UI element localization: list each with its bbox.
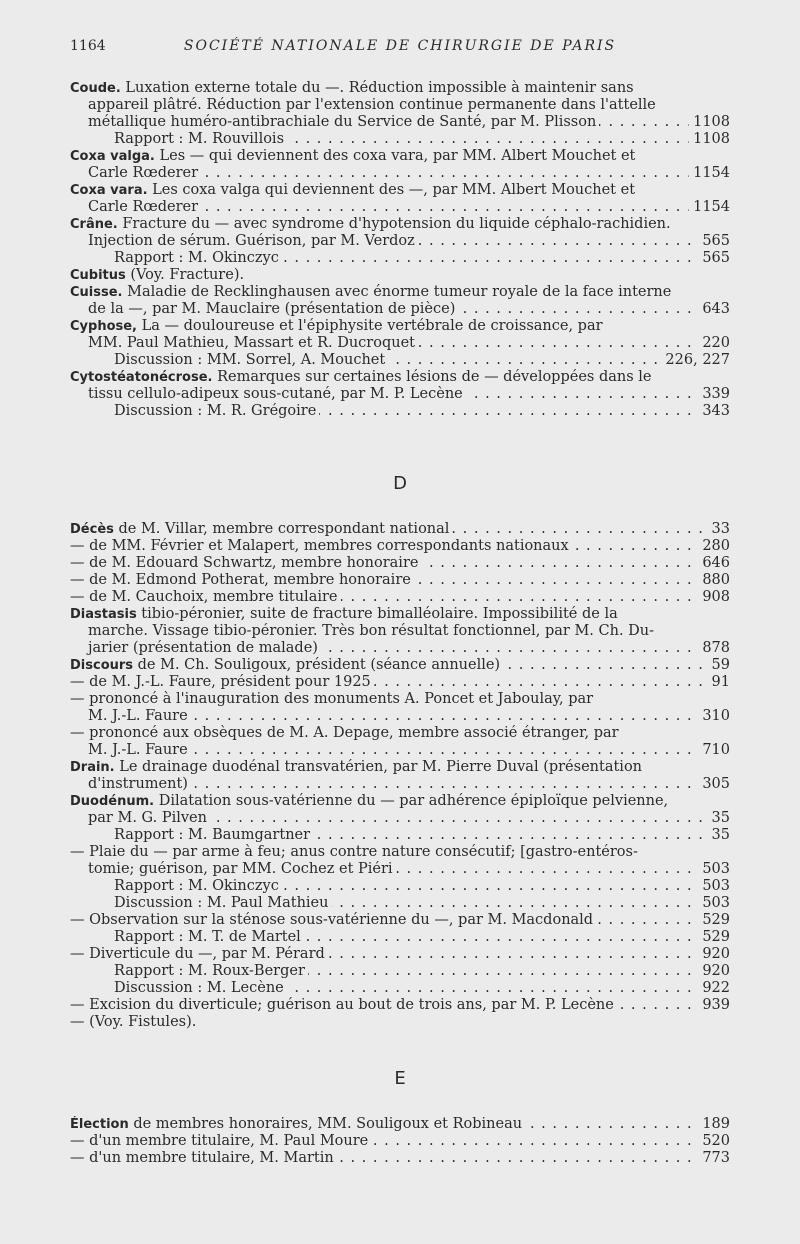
index-term: Crâne. xyxy=(70,217,118,232)
page-reference: 773 xyxy=(698,1150,730,1167)
entry-text: Les coxa valga qui deviennent des —, par MM. Albert Mouchet et xyxy=(147,182,636,198)
entry-text: Dilatation sous-vatérienne du — par adhérence épiploïque pelvienne, xyxy=(154,793,669,809)
index-entry-line xyxy=(70,318,730,335)
index-entry-line xyxy=(70,759,730,776)
page-reference: 310 xyxy=(698,708,730,725)
entry-text: par M. G. Pilven xyxy=(88,810,207,826)
section-letter-d: D xyxy=(393,473,407,494)
page-reference: 339 xyxy=(698,386,730,403)
index-entry-line xyxy=(70,776,730,793)
index-section-e xyxy=(70,1116,730,1167)
page-reference: 1154 xyxy=(689,199,730,216)
page-reference: 920 xyxy=(698,963,730,980)
page-reference: 529 xyxy=(698,912,730,929)
page-reference: 220 xyxy=(698,335,730,352)
entry-text: Rapport : M. Rouvillois xyxy=(114,131,285,147)
entry-text: tomie; guérison, par MM. Cochez et Piéri xyxy=(88,861,393,877)
entry-text: Maladie de Recklinghausen avec énorme tumeur royale de la face interne xyxy=(122,284,672,300)
entry-text: — d'un membre titulaire, M. Martin xyxy=(70,1150,334,1166)
entry-text: tissu cellulo-adipeux sous-cutané, par M. P. Lecène xyxy=(88,386,463,402)
index-term: Cyphose, xyxy=(70,319,137,334)
entry-text: — de MM. Février et Malapert, membres correspondants nationaux xyxy=(70,538,569,554)
entry-text: — de M. Edmond Potherat, membre honoraire xyxy=(70,572,411,588)
index-entry-line xyxy=(70,674,730,691)
page-reference: 565 xyxy=(698,233,730,250)
index-entry-line xyxy=(70,97,730,114)
entry-text: Remarques sur certaines lésions de — développées dans le xyxy=(212,369,652,385)
entry-text: tibio-péronier, suite de fracture bimalléolaire. Impossibilité de la xyxy=(136,606,618,622)
page-reference: 35 xyxy=(708,827,730,844)
index-entry-line xyxy=(70,708,730,725)
index-entry-line xyxy=(70,165,730,182)
index-entry-line xyxy=(70,623,730,640)
index-term: Coxa valga. xyxy=(70,149,155,164)
index-entry-line xyxy=(70,555,730,572)
entry-text: Luxation externe totale du —. Réduction impossible à maintenir sans xyxy=(120,80,634,96)
index-entry-line xyxy=(70,861,730,878)
index-term: Duodénum. xyxy=(70,794,155,809)
entry-text: Rapport : M. Roux-Berger xyxy=(114,963,305,979)
entry-text: (Voy. Fracture). xyxy=(125,267,245,283)
page-reference: 565 xyxy=(698,250,730,267)
entry-text: Les — qui deviennent des coxa vara, par MM. Albert Mouchet et xyxy=(154,148,636,164)
page-reference: 520 xyxy=(698,1133,730,1150)
index-entry-line xyxy=(70,725,730,742)
index-entry-line xyxy=(70,980,730,997)
entry-text: — Plaie du — par arme à feu; anus contre nature consécutif; [gastro-entéros- xyxy=(70,844,638,860)
section-letter-e: E xyxy=(394,1068,406,1089)
entry-text: Rapport : M. Baumgartner xyxy=(114,827,311,843)
index-entry-line xyxy=(70,538,730,555)
page-reference: 305 xyxy=(698,776,730,793)
index-term: Cuisse. xyxy=(70,285,123,300)
index-term: Diastasis xyxy=(70,607,137,622)
index-entry-line xyxy=(70,946,730,963)
page-reference: 922 xyxy=(698,980,730,997)
entry-text: appareil plâtré. Réduction par l'extension continue permanente dans l'attelle xyxy=(88,97,656,113)
index-entry-line xyxy=(70,114,730,131)
page-reference: 646 xyxy=(698,555,730,572)
page-reference: 226, 227 xyxy=(661,352,730,369)
entry-text: de membres honoraires, MM. Souligoux et Robineau xyxy=(128,1116,523,1132)
entry-text: jarier (présentation de malade) xyxy=(88,640,318,656)
index-entry-line xyxy=(70,742,730,759)
index-term: Élection xyxy=(70,1117,129,1132)
entry-text: Fracture du — avec syndrome d'hypotension du liquide céphalo-rachidien. xyxy=(117,216,671,232)
index-entry-line xyxy=(70,233,730,250)
index-entry-line xyxy=(70,793,730,810)
index-entry-line xyxy=(70,1014,730,1031)
index-term: Drain. xyxy=(70,760,115,775)
entry-text: marche. Vissage tibio-péronier. Très bon résultat fonctionnel, par M. Ch. Du- xyxy=(88,623,655,639)
entry-text: de la —, par M. Mauclaire (présentation de pièce) xyxy=(88,301,456,317)
index-section-c xyxy=(70,80,730,420)
index-entry-line xyxy=(70,895,730,912)
entry-text: de M. Ch. Souligoux, président (séance annuelle) xyxy=(133,657,501,673)
entry-text: M. J.-L. Faure xyxy=(88,742,188,758)
index-entry-line xyxy=(70,963,730,980)
entry-text: MM. Paul Mathieu, Massart et R. Ducroquet xyxy=(88,335,415,351)
page-reference: 280 xyxy=(698,538,730,555)
page-reference: 880 xyxy=(698,572,730,589)
index-entry-line xyxy=(70,878,730,895)
index-entry-line xyxy=(70,148,730,165)
index-entry-line xyxy=(70,657,730,674)
page-reference: 1108 xyxy=(689,114,730,131)
index-entry-line xyxy=(70,80,730,97)
index-entry-line xyxy=(70,997,730,1014)
page-header xyxy=(70,38,730,58)
index-entry-line xyxy=(70,691,730,708)
index-entry-line xyxy=(70,267,730,284)
entry-text: de M. Villar, membre correspondant national xyxy=(113,521,450,537)
index-entry-line xyxy=(70,1133,730,1150)
entry-text: Carle Rœderer xyxy=(88,165,199,181)
page-reference: 503 xyxy=(698,878,730,895)
index-entry-line xyxy=(70,827,730,844)
index-term: Cubitus xyxy=(70,268,126,283)
page-reference: 189 xyxy=(698,1116,730,1133)
page-reference: 939 xyxy=(698,997,730,1014)
index-entry-line xyxy=(70,131,730,148)
index-entry-line xyxy=(70,1116,730,1133)
index-entry-line xyxy=(70,521,730,538)
index-term: Cytostéatonécrose. xyxy=(70,370,213,385)
index-term: Coxa vara. xyxy=(70,183,148,198)
page-reference: 878 xyxy=(698,640,730,657)
page-reference: 59 xyxy=(708,657,730,674)
entry-text: — de M. Edouard Schwartz, membre honoraire xyxy=(70,555,419,571)
page-reference: 529 xyxy=(698,929,730,946)
entry-text: — (Voy. Fistules). xyxy=(70,1014,197,1030)
page-reference: 35 xyxy=(708,810,730,827)
entry-text: métallique huméro-antibrachiale du Service de Santé, par M. Plisson xyxy=(88,114,597,130)
index-entry-line xyxy=(70,572,730,589)
entry-text: Discussion : M. Lecène xyxy=(114,980,284,996)
entry-text: Rapport : M. T. de Martel xyxy=(114,929,301,945)
index-entry-line xyxy=(70,403,730,420)
entry-text: Rapport : M. Okinczyc xyxy=(114,878,279,894)
page-reference: 343 xyxy=(698,403,730,420)
index-entry-line xyxy=(70,1150,730,1167)
entry-text: — Diverticule du —, par M. Pérard xyxy=(70,946,325,962)
entry-text: — prononcé aux obsèques de M. A. Depage, membre associé étranger, par xyxy=(70,725,619,741)
index-entry-line xyxy=(70,810,730,827)
page-reference: 710 xyxy=(698,742,730,759)
page-number: 1164 xyxy=(70,38,106,54)
index-entry-line xyxy=(70,199,730,216)
page-reference: 1108 xyxy=(689,131,730,148)
page-reference: 908 xyxy=(698,589,730,606)
entry-text: — de M. Cauchoix, membre titulaire xyxy=(70,589,338,605)
entry-text: d'instrument) xyxy=(88,776,188,792)
running-title: SOCIÉTÉ NATIONALE DE CHIRURGIE DE PARIS xyxy=(183,38,617,54)
entry-text: Le drainage duodénal transvatérien, par M. Pierre Duval (présentation xyxy=(114,759,643,775)
index-entry-line xyxy=(70,352,730,369)
page-reference: 920 xyxy=(698,946,730,963)
entry-text: Discussion : M. R. Grégoire xyxy=(114,403,317,419)
entry-text: Discussion : M. Paul Mathieu xyxy=(114,895,329,911)
page-reference: 1154 xyxy=(689,165,730,182)
entry-text: — prononcé à l'inauguration des monuments A. Poncet et Jaboulay, par xyxy=(70,691,594,707)
page-reference: 91 xyxy=(708,674,730,691)
index-term: Décès xyxy=(70,522,114,537)
index-term: Coude. xyxy=(70,81,121,96)
entry-text: Injection de sérum. Guérison, par M. Verdoz xyxy=(88,233,415,249)
entry-text: La — douloureuse et l'épiphysite vertébrale de croissance, par xyxy=(137,318,603,334)
entry-text: — de M. J.-L. Faure, président pour 1925 xyxy=(70,674,371,690)
entry-text: Carle Rœderer xyxy=(88,199,199,215)
index-entry-line xyxy=(70,216,730,233)
index-entry-line xyxy=(70,182,730,199)
index-entry-line xyxy=(70,929,730,946)
entry-text: — Excision du diverticule; guérison au bout de trois ans, par M. P. Lecène xyxy=(70,997,614,1013)
entry-text: Rapport : M. Okinczyc xyxy=(114,250,279,266)
index-entry-line xyxy=(70,335,730,352)
page-reference: 503 xyxy=(698,895,730,912)
index-entry-line xyxy=(70,250,730,267)
index-entry-line xyxy=(70,606,730,623)
entry-text: M. J.-L. Faure xyxy=(88,708,188,724)
index-entry-line xyxy=(70,369,730,386)
entry-text: Discussion : MM. Sorrel, A. Mouchet xyxy=(114,352,386,368)
index-entry-line xyxy=(70,844,730,861)
index-section-d xyxy=(70,521,730,1031)
index-entry-line xyxy=(70,284,730,301)
page-reference: 503 xyxy=(698,861,730,878)
entry-text: — d'un membre titulaire, M. Paul Moure xyxy=(70,1133,369,1149)
index-entry-line xyxy=(70,386,730,403)
index-entry-line xyxy=(70,912,730,929)
page-reference: 643 xyxy=(698,301,730,318)
page-reference: 33 xyxy=(708,521,730,538)
index-entry-line xyxy=(70,589,730,606)
index-entry-line xyxy=(70,301,730,318)
index-term: Discours xyxy=(70,658,134,673)
index-entry-line xyxy=(70,640,730,657)
entry-text: — Observation sur la sténose sous-vatérienne du —, par M. Macdonald xyxy=(70,912,594,928)
